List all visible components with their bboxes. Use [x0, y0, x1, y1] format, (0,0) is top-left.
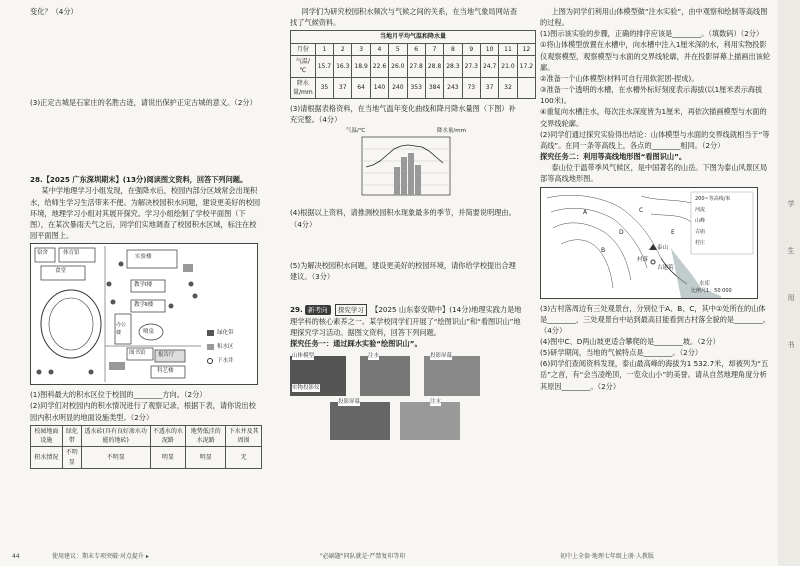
- photo-label-screen: 投影屏幕: [430, 352, 453, 359]
- contour-label-taishan: 泰山: [657, 244, 669, 251]
- col3-intro: 上图为同学们利用山体模型做“注水实验”，由中观察和绘制等高线图的过程。: [540, 7, 768, 28]
- q29-text: 【2025 山东泰安期中】(14分)地理实践力是地理学科的核心素养之一。某学校同学们开展了“绘图识山”和“看图识山”地理探究学习活动。据图文资料，回答下列问题。: [290, 305, 522, 338]
- table-cell: 4: [370, 43, 388, 55]
- table-cell: 2: [334, 43, 352, 55]
- table-cell: 明显: [150, 447, 186, 469]
- table-cell: 透水砖(具有良好渗水功能的地砖): [81, 425, 150, 447]
- table-cell: 140: [370, 77, 388, 99]
- question-change: 变化？（4分）: [30, 7, 78, 16]
- legend-water-area: 积水区: [217, 344, 234, 351]
- table-cell: 15.7: [315, 55, 333, 77]
- contour-point-A: A: [583, 208, 588, 216]
- map-label-fountain: 喷泉: [143, 329, 155, 336]
- question-29-3b: (3)古村落周边有三处观景台，分别位于A、B、C，其中①处所在的山体是________，三处观景台中站到最高目能看到古村落全貌的是________。（4分）: [540, 303, 771, 335]
- table-row: [291, 55, 536, 77]
- table-cell: 12: [517, 43, 535, 55]
- map-label-hall: 报告厅: [158, 352, 175, 359]
- contour-label-old-building: 古建筑: [657, 264, 674, 271]
- question-28-intro: 某中学地理学习小组发现，在强降水后，校园内部分区域常会出现积水，给师生学习生活带来不便。为解决校园积水问题，建设更美好的校园环境，地理学习小组对其展开探究。学习小组绘制了学校平面图（下图），在某次暴雨天气之后，同学们实地调查了校园积水区域，标注在校园平面图上。: [30, 186, 261, 241]
- map-scale: 比例尺1：50 000: [691, 287, 732, 294]
- photo-label-inject-2: 注水: [430, 398, 442, 405]
- table-cell: [517, 77, 535, 99]
- table-cell: 11: [499, 43, 517, 55]
- side-band: [778, 0, 800, 566]
- photo-inject-2: [400, 402, 460, 440]
- map-label-canteen: 食堂: [55, 268, 67, 275]
- table-cell: 24.7: [480, 55, 498, 77]
- map-label-library: 图书馆: [129, 350, 146, 357]
- table-cell: 26.0: [389, 55, 407, 77]
- legend-green-belt: 绿化带: [217, 330, 234, 337]
- table-cell: 6: [407, 43, 425, 55]
- experiment-photos: [290, 352, 490, 442]
- contour-label-reservoir: 水库: [699, 280, 711, 287]
- table-cell: 气温/℃: [291, 55, 316, 77]
- table-cell: 下水井及其周围: [226, 425, 262, 447]
- table-cell: 240: [389, 77, 407, 99]
- question-29-5: (5)为解决校园积水问题，建设更美好的校园环境，请你给学校提出合理建议。（3分）: [290, 260, 516, 281]
- question-29-header: [290, 304, 522, 338]
- photo-label-projector: 实物投影仪: [292, 384, 320, 391]
- map-label-teaching1: 教学Ⅰ楼: [134, 282, 153, 289]
- graph-temp-label: 气温/℃: [346, 128, 366, 135]
- table-cell: 37: [480, 77, 498, 99]
- table-cell: 降水量/mm: [291, 77, 316, 99]
- footer-page-number: 44: [12, 553, 20, 560]
- table-cell: 35: [315, 77, 333, 99]
- table-cell: 28.3: [444, 55, 462, 77]
- table-cell: 不明显: [81, 447, 150, 469]
- table-cell: 绿化带: [62, 425, 81, 447]
- side-char: 书: [787, 341, 795, 388]
- column-right: [540, 6, 770, 392]
- table-row: [31, 447, 262, 469]
- tag-inquiry: 探究学习: [335, 304, 367, 316]
- legend-temple: 古庙: [695, 228, 706, 235]
- table-cell: 27.3: [462, 55, 480, 77]
- step-3: ③准备一个透明的水槽，在水槽外标好刻度表示海拔(以1厘米表示海拔100米)。: [540, 85, 763, 106]
- map-label-gym: 体育馆: [63, 250, 80, 257]
- question-29-1: (1)图示该实验的步骤，正确的排序应该是________。（填数码）（2分）: [540, 29, 764, 39]
- table-row: [291, 43, 536, 55]
- table-cell: 73: [462, 77, 480, 99]
- contour-point-B: B: [601, 246, 606, 254]
- question-29-4: (4)根据以上资料，请推测校园积水现象最多的季节，并简要说明理由。（4分）: [290, 208, 516, 229]
- photo-label-model: 山体模型: [292, 352, 315, 359]
- legend-river: 河流: [695, 206, 706, 213]
- campus-map: [30, 243, 258, 385]
- table-cell: 32: [499, 77, 517, 99]
- table-cell: 37: [334, 77, 352, 99]
- photo-screen-2: [330, 402, 390, 440]
- table-cell: 10: [480, 43, 498, 55]
- legend-contour: 200~等高线/米: [695, 195, 731, 202]
- tag-new-direction: 新考向: [305, 305, 331, 315]
- table-cell: 校园地面设施: [31, 425, 63, 447]
- table-cell: 9: [462, 43, 480, 55]
- climate-graph: [346, 127, 466, 203]
- table-cell: 1: [315, 43, 333, 55]
- table-cell: 16.3: [334, 55, 352, 77]
- contour-point-C: C: [639, 206, 644, 214]
- legend-peak: 山峰: [695, 217, 706, 224]
- contour-label-village: 村落: [637, 256, 649, 263]
- table-cell: 明显: [186, 447, 226, 469]
- table-cell: 22.6: [370, 55, 388, 77]
- question-28-header: 28.【2025 广东深圳期末】(13分)阅读图文资料，回答下列问题。: [30, 175, 248, 185]
- climate-table: [290, 30, 536, 99]
- photo-label-inject: 注水: [368, 352, 380, 359]
- map-label-lab: 实验楼: [135, 254, 152, 261]
- climate-graph-drawing: [346, 127, 466, 203]
- question-3-guding: (3)正定古城是石家庄的名胜古迹，请说出保护正定古城的意义。（2分）: [30, 98, 257, 108]
- table-cell: 17.2: [517, 55, 535, 77]
- question-28-2: (2)同学们对校园内的积水情况进行了观察记录，根据下表，请你说出校园内积水明显的地面设施类型。（2分）: [30, 401, 256, 422]
- table-cell: 地势低洼的水泥路: [186, 425, 226, 447]
- question-29-2: (2)同学们通过探究实验得出结论：山体模型与水面的交界线就相当于“等高线”。在同一条等高线上，各点的________相同。（2分）: [540, 129, 770, 150]
- footer-note: 使用建议：期末专项突破·对点提升 ▸: [52, 553, 149, 560]
- question-28-1: (1)图科最大的积水区位于校园的________方向。（2分）: [30, 390, 207, 400]
- step-1: ①将山体模型放置在水槽中，向水槽中注入1厘米深的水，利用实物投影仪观察模型，观察模型与水面的交界线轮廓，并在投影屏幕上描画出该轮廓。: [540, 40, 771, 72]
- side-char: 生: [787, 247, 795, 294]
- table-cell: 无: [226, 447, 262, 469]
- table-cell: 64: [352, 77, 370, 99]
- climate-table-title: 当地月平均气温和降水量: [291, 31, 536, 43]
- map-label-teaching2: 教学Ⅱ楼: [134, 302, 154, 309]
- table-cell: 积水情况: [31, 447, 63, 469]
- side-chars: [786, 200, 796, 388]
- table-cell: 243: [444, 77, 462, 99]
- photo-inject: [360, 356, 410, 396]
- table-cell: 3: [352, 43, 370, 55]
- photo-label-screen-2: 投影屏幕: [338, 398, 361, 405]
- legend-village: 村庄: [695, 239, 706, 246]
- task-2-intro: 泰山位于温带季风气候区，是中国著名的山岳。下图为泰山风景区局部等高线地形图。: [540, 163, 768, 184]
- table-cell: 384: [425, 77, 443, 99]
- table-cell: 不明显: [62, 447, 81, 469]
- table-cell: 21.0: [499, 55, 517, 77]
- map-label-dorm: 宿舍: [37, 250, 49, 257]
- question-29-6: (6)同学们查阅资料发现，泰山最高峰的海拔为1 532.7米，却被列为“五岳”之首，有“会当凌绝顶，一览众山小”的美誉。请从自然地理角度分析其原因________。（2分）: [540, 359, 769, 391]
- column-middle: [290, 6, 534, 442]
- task-1: 探究任务一：通过踩水实验“绘图识山”。: [290, 339, 422, 349]
- table-row: [291, 77, 536, 99]
- question-29-5b: (5)研学期间，当地的气候特点是________。（2分）: [540, 348, 703, 358]
- footer-center: "必刷题"同队就是·严禁复印等印: [320, 553, 406, 560]
- table-cell: 353: [407, 77, 425, 99]
- table-cell: 18.9: [352, 55, 370, 77]
- table-cell: 5: [389, 43, 407, 55]
- step-2: ②准备一个山体模型(材料可自行用软泥团-捏成)。: [540, 73, 699, 83]
- table-cell: 不透水的水泥路: [150, 425, 186, 447]
- q29-number: 29.: [290, 305, 303, 315]
- graph-prec-label: 降水量/mm: [436, 128, 466, 135]
- question-29-3: (3)请根据表格资料，在当地气温年变化曲线和降月降水量图（下图）补充完整。（4分）: [290, 104, 516, 125]
- contour-point-E: E: [671, 228, 675, 236]
- table-cell: 28.8: [425, 55, 443, 77]
- table-row: [31, 425, 262, 447]
- map-label-art: 科艺楼: [157, 368, 174, 375]
- climate-intro: 同学们为研究校园积水频次与气候之间的关系，在当地气象局网站查找了气候资料。: [290, 7, 518, 28]
- contour-map-drawing: [541, 188, 757, 298]
- side-char: 用: [787, 294, 795, 341]
- water-table: [30, 425, 262, 469]
- contour-map: [540, 187, 758, 299]
- contour-point-D: D: [619, 228, 624, 236]
- step-4: ④重复向水槽注水，每次注水深度皆为1厘米，再依次描画模型与水面的交界线轮廓。: [540, 107, 767, 128]
- question-29-4b: (4)图中C、D两山坡更适合攀爬的是________坡。（2分）: [540, 336, 720, 346]
- task-2: 探究任务二：利用等高线地形图“看图识山”。: [540, 152, 687, 162]
- footer-right: 初中上全套·地理七年级上册·人教版: [560, 553, 654, 560]
- table-cell: 月份: [291, 43, 316, 55]
- map-label-office: 办公楼: [116, 322, 127, 336]
- side-char: 学: [787, 200, 795, 247]
- table-cell: 7: [425, 43, 443, 55]
- table-cell: 8: [444, 43, 462, 55]
- legend-drain: 下水井: [217, 358, 234, 365]
- photo-screen: [424, 356, 480, 396]
- column-left: [30, 6, 262, 469]
- table-cell: 27.8: [407, 55, 425, 77]
